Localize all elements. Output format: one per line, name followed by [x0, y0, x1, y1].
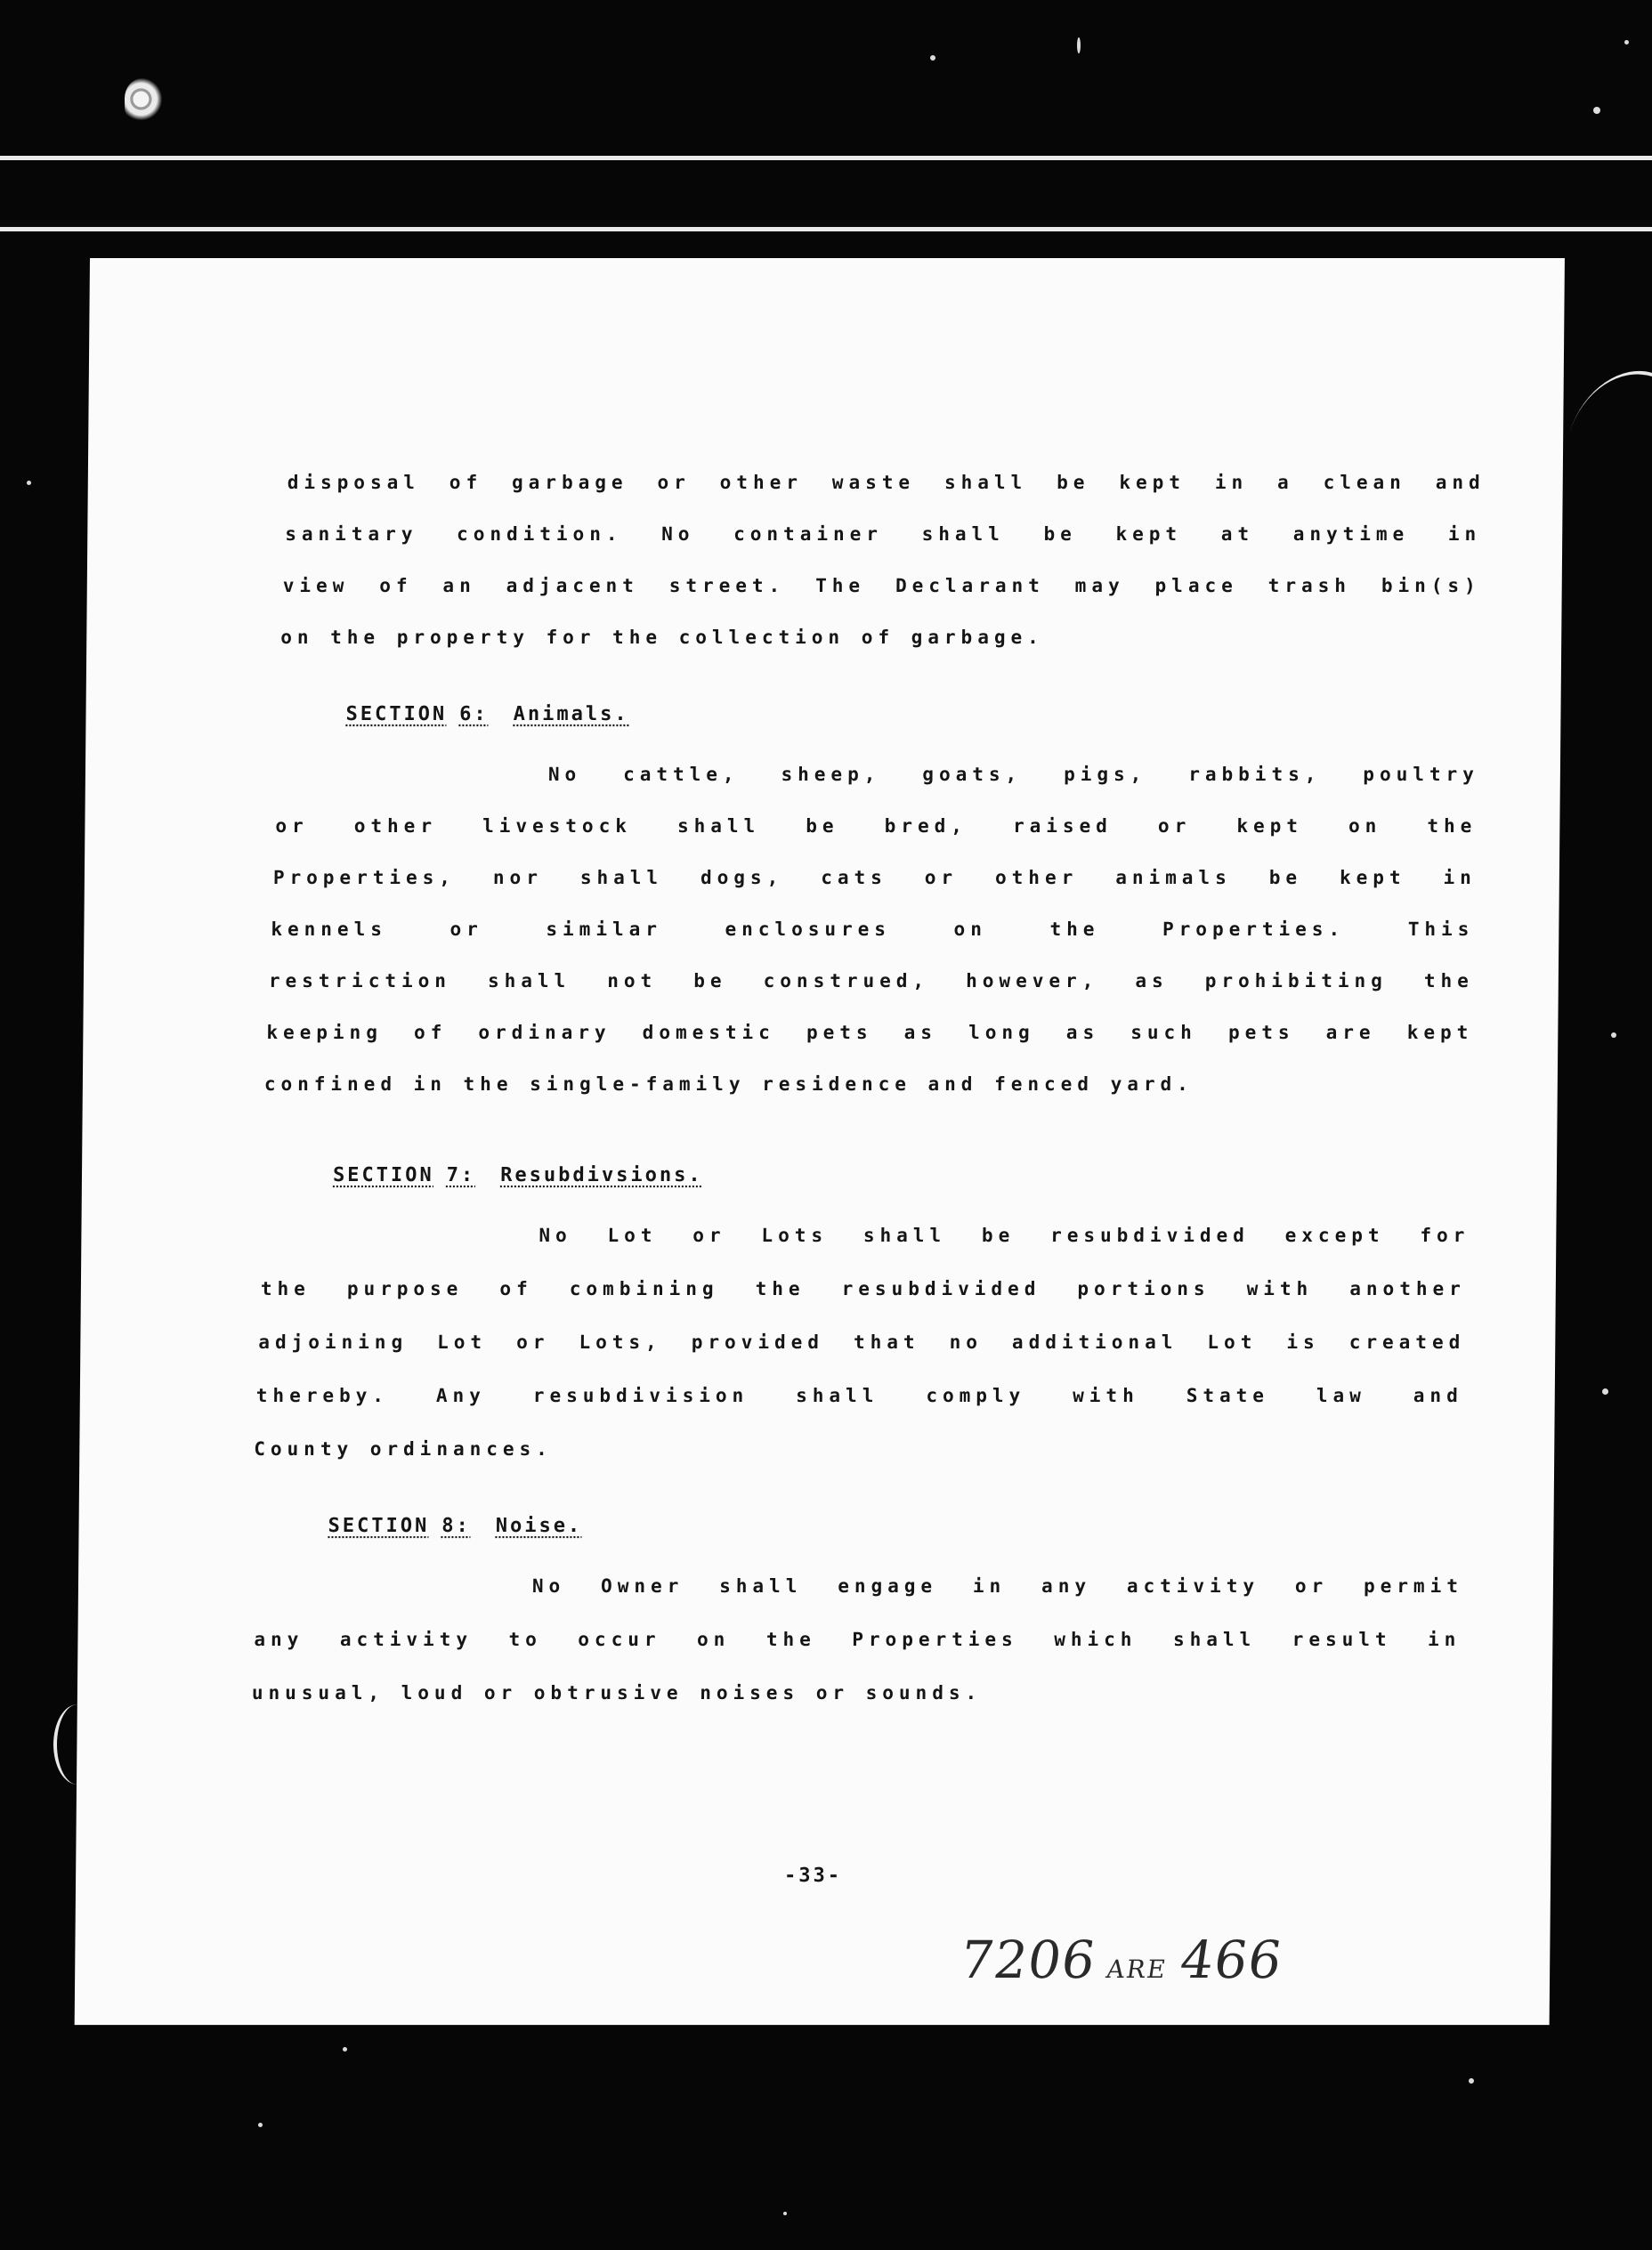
paragraph-line: sanitary condition. No container shall be kept at anytime in	[285, 523, 1482, 546]
stamp-mark: ARE	[1104, 1955, 1170, 1985]
stamp-folio: 466	[1176, 1930, 1287, 1991]
section-label: SECTION	[328, 1515, 430, 1538]
paragraph-line: view of an adjacent street. The Declarant may place trash bin(s)	[282, 575, 1481, 597]
paragraph-line: on the property for the collection of garbage.	[280, 627, 1044, 649]
section-heading	[328, 1515, 582, 1537]
paragraph-line: disposal of garbage or other waste shall be kept in a clean and	[287, 472, 1486, 494]
paragraph-line: adjoining Lot or Lots, provided that no additional Lot is created	[258, 1331, 1466, 1354]
paragraph-line: confined in the single-family residence and fenced yard.	[263, 1073, 1194, 1096]
paragraph-line: thereby. Any resubdivision shall comply with State law and	[255, 1385, 1463, 1407]
paragraph-line: No Owner shall engage in any activity or permit	[531, 1575, 1464, 1598]
paragraph-line: keeping of ordinary domestic pets as long as such pets are kept	[266, 1022, 1474, 1044]
dust-speck	[1593, 107, 1600, 114]
scanner-edge-line	[0, 227, 1652, 231]
dust-speck	[783, 2212, 787, 2215]
section-heading	[345, 703, 628, 725]
section-number: 7:	[446, 1164, 476, 1187]
dust-speck	[258, 2123, 263, 2127]
scan-smudge	[125, 78, 166, 125]
paragraph-line: Properties, nor shall dogs, cats or other animals be kept in	[272, 867, 1477, 889]
dust-speck	[1077, 37, 1081, 53]
dust-speck	[1469, 2078, 1474, 2084]
section-title: Noise.	[495, 1515, 583, 1538]
paragraph-line: any activity to occur on the Properties which shall result in	[254, 1629, 1462, 1651]
paragraph-line: kennels or similar enclosures on the Properties. This	[271, 919, 1475, 941]
document-page	[75, 258, 1565, 2025]
scanner-edge-line	[0, 156, 1652, 160]
dust-speck	[27, 481, 31, 485]
recording-stamp	[956, 1930, 1286, 1990]
section-number: 6:	[459, 703, 489, 726]
section-title: Resubdivsions.	[500, 1164, 703, 1187]
paragraph-line: No Lot or Lots shall be resubdivided except for	[539, 1225, 1470, 1247]
section-label: SECTION	[345, 703, 448, 726]
stamp-liber: 7206	[956, 1930, 1100, 1991]
dust-speck	[930, 55, 935, 61]
dust-speck	[343, 2047, 347, 2052]
paragraph-line: No cattle, sheep, goats, pigs, rabbits, poultry	[547, 764, 1479, 786]
section-label: SECTION	[332, 1164, 434, 1187]
dust-speck	[1602, 1388, 1608, 1395]
paragraph-line: the purpose of combining the resubdivided portions with another	[260, 1278, 1466, 1300]
paragraph-line: or other livestock shall be bred, raised or kept on the	[275, 815, 1478, 838]
paragraph-line: County ordinances.	[254, 1438, 553, 1461]
section-title: Animals.	[513, 703, 629, 726]
dust-speck	[1611, 1032, 1616, 1038]
section-heading	[333, 1164, 703, 1186]
paragraph-line: unusual, loud or obtrusive noises or sounds.	[251, 1682, 983, 1704]
paragraph-line: restriction shall not be construed, however, as prohibiting the	[268, 970, 1474, 992]
dust-speck	[1624, 40, 1629, 45]
section-number: 8:	[441, 1515, 471, 1538]
page-number: -33-	[784, 1865, 843, 1888]
